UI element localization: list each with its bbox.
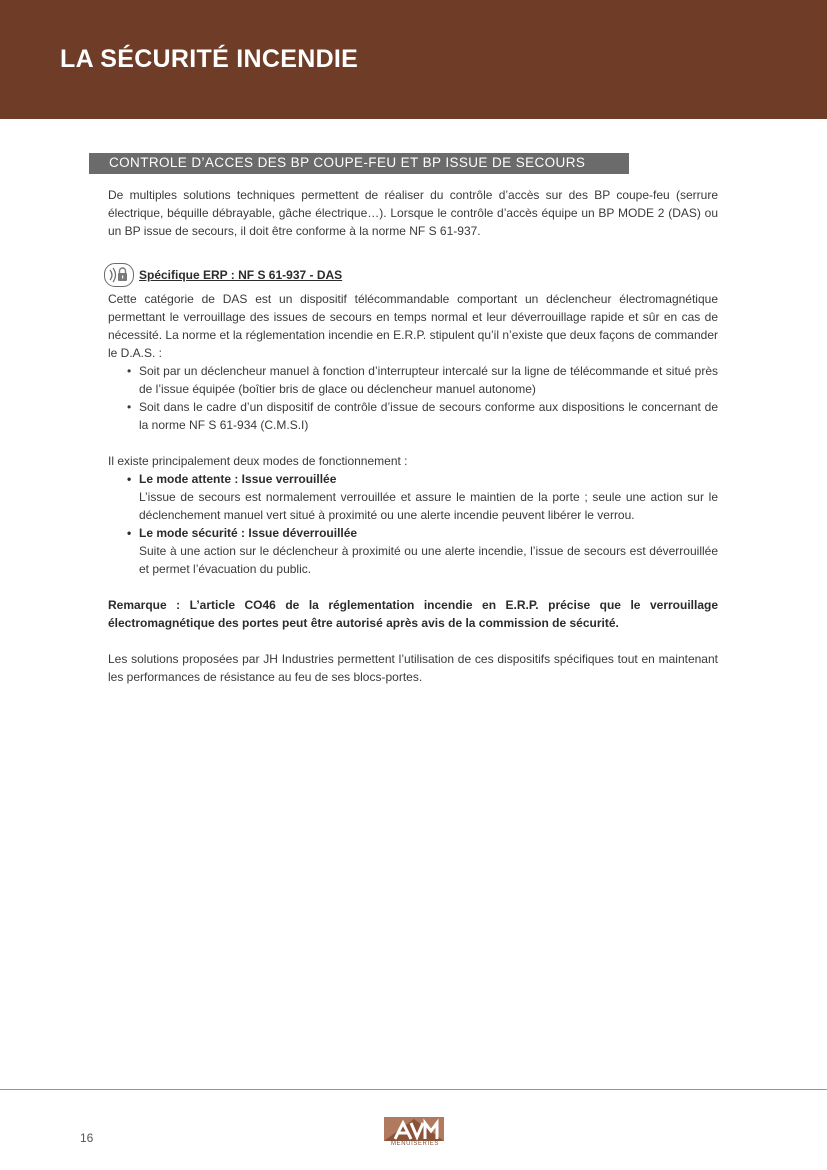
mode-description: Suite à une action sur le déclencheur à proximité ou une alerte incendie, l’issue de secours est déverrouillée et permet l’évacuation du public. xyxy=(139,544,718,576)
intro-paragraph: De multiples solutions techniques permettent de réaliser du contrôle d’accès sur des BP coupe-feu (serrure électrique, béquille débrayable, gâche électrique…). Lorsque le contrôle d’accès équipe un BP MODE 2 (DAS) ou un BP issue de secours, il doit être conforme à la norme NF S 61-937. xyxy=(108,188,718,238)
closing-paragraph: Les solutions proposées par JH Industries permettent l’utilisation de ces dispositifs spécifiques tout en maintenant les performances de résistance au feu de ses blocs-portes. xyxy=(108,652,718,684)
page-header xyxy=(0,0,827,119)
erp-title: Spécifique ERP : NF S 61-937 - DAS xyxy=(139,268,343,282)
company-logo xyxy=(381,1113,447,1153)
section-title: CONTROLE D’ACCES DES BP COUPE-FEU ET BP ISSUE DE SECOURS xyxy=(109,155,586,170)
modes-list xyxy=(108,470,718,578)
erp-paragraph: Cette catégorie de DAS est un dispositif télécommandable comportant un déclencheur électromagnétique permettant le verrouillage des issues de secours en temps normal et leur déverrouillage rapide et sûr en cas de nécessité. La norme et la réglementation incendie en E.R.P. stipulent qu’il n’existe que deux façons de commander le D.A.S. : xyxy=(108,292,718,360)
erp-lock-icon xyxy=(104,263,134,287)
section-heading-bar xyxy=(89,153,629,174)
list-item xyxy=(108,524,718,578)
list-item xyxy=(108,470,718,524)
list-item: • Soit dans le cadre d’un dispositif de contrôle d’issue de secours conforme aux dispositions le concernant de la norme NF S 61-934 (C.M.S.I) xyxy=(127,400,718,432)
footer-divider xyxy=(0,1089,827,1090)
bullet-icon: • xyxy=(127,472,132,486)
remark-paragraph: Remarque : L’article CO46 de la réglementation incendie en E.R.P. précise que le verrouillage électromagnétique des portes peut être autorisé après avis de la commission de sécurité. xyxy=(108,598,718,630)
bullet-icon: • xyxy=(127,364,132,378)
list-item: • Soit par un déclencheur manuel à fonction d’interrupteur intercalé sur la ligne de télécommande et situé près de l’issue équipée (boîtier bris de glace ou déclencheur manuel autonome) xyxy=(127,364,718,396)
page-title: LA SÉCURITÉ INCENDIE xyxy=(60,45,359,73)
modes-intro: Il existe principalement deux modes de fonctionnement : xyxy=(108,454,408,468)
mode-title: Le mode attente : Issue verrouillée xyxy=(139,472,337,486)
page-number: 16 xyxy=(80,1131,94,1145)
mode-title: Le mode sécurité : Issue déverrouillée xyxy=(139,526,358,540)
erp-bullet-list xyxy=(108,362,718,434)
logo-caption: MENUISERIES xyxy=(391,1141,439,1147)
bullet-icon: • xyxy=(127,526,132,540)
bullet-icon: • xyxy=(127,400,132,414)
main-content xyxy=(108,186,718,686)
erp-subheading xyxy=(104,268,718,290)
mode-description: L’issue de secours est normalement verrouillée et assure le maintien de la porte ; seule une action sur le déclenchement manuel vert situé à proximité ou une alerte incendie peuvent libérer le verrou. xyxy=(139,490,718,522)
